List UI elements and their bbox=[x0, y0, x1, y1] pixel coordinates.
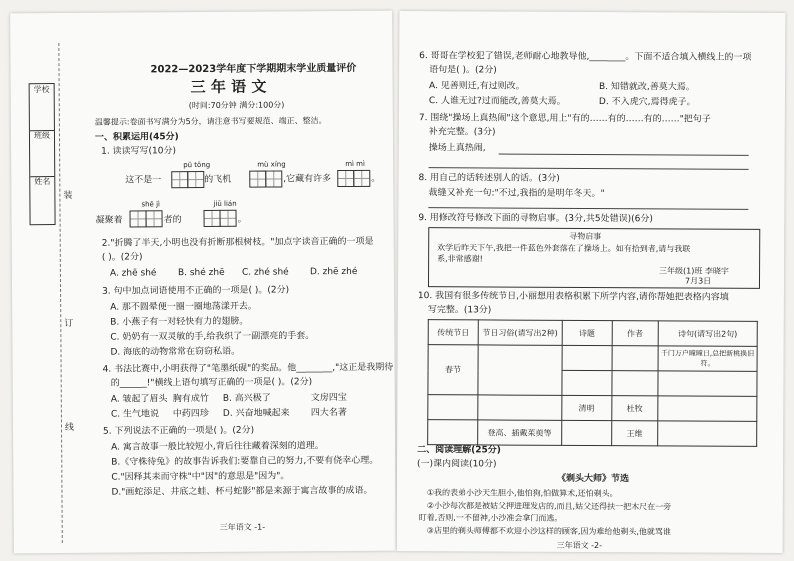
q7-answer-line2[interactable] bbox=[429, 167, 749, 170]
char-box[interactable] bbox=[145, 210, 162, 227]
cell-qingming: 清明 bbox=[561, 395, 611, 420]
q4: 4. 书法比赛中,小明获得了"笔墨纸砚"的奖品。他________,"这正是我期待 bbox=[102, 362, 394, 375]
q2-opt-d[interactable]: D. zhē zhé bbox=[309, 266, 358, 278]
char-box[interactable] bbox=[337, 170, 354, 187]
q1-line2-c: 。 bbox=[237, 214, 247, 225]
reading-passage-title: 《剃头大师》节选 bbox=[556, 473, 630, 485]
th-festival: 传统节日 bbox=[428, 320, 478, 345]
th-lines: 诗句(请写出2句) bbox=[658, 321, 757, 347]
time-score: (时间:70分钟 满分:100分) bbox=[188, 100, 285, 111]
cell-r2-author[interactable] bbox=[612, 371, 658, 396]
char-box[interactable] bbox=[353, 170, 370, 187]
section-1-title: 一、积累运用(45分) bbox=[94, 132, 179, 143]
q10-score: 写完整。(13分) bbox=[427, 305, 492, 316]
cell-poem1-lines: 千门万户曈曈日,总把新桃换旧符。 bbox=[658, 346, 757, 372]
cell-dumu: 杜牧 bbox=[611, 396, 657, 421]
pinyin-5: jiū lián bbox=[213, 199, 237, 208]
char-box[interactable] bbox=[203, 210, 220, 227]
pinyin-2: mù xíng bbox=[257, 160, 286, 169]
q4-opt-a2: 胸有成竹 bbox=[172, 393, 209, 405]
cell-r2-poem[interactable] bbox=[561, 370, 611, 395]
q10: 10. 我国有很多传统节日,小丽想用表格积累下所学内容,请你帮她把表格内容填 bbox=[417, 291, 729, 303]
school-field[interactable]: 学校 bbox=[30, 84, 54, 131]
q4-opt-b2: 文房四宝 bbox=[310, 392, 347, 404]
pinyin-3: mì mì bbox=[345, 159, 365, 169]
binding-line bbox=[58, 43, 62, 543]
q9: 9. 用修改符号修改下面的寻物启事。(3分,共5处错误)(6分) bbox=[418, 213, 653, 225]
q5-opt-c[interactable]: C."因释其耒而守株"中"因"的意思是"因为"。 bbox=[111, 471, 290, 483]
q3-opt-b[interactable]: B. 小燕子有一对轻快有力的翅膀。 bbox=[110, 316, 249, 328]
section-2-title: 二、阅读理解(25分) bbox=[417, 445, 501, 456]
notice-date: 7月3日 bbox=[684, 276, 712, 286]
cell-r3-custom[interactable] bbox=[478, 395, 562, 420]
student-info-box bbox=[29, 83, 56, 225]
char-box[interactable] bbox=[249, 171, 266, 188]
q1-line1-a: 这不是一 bbox=[125, 175, 162, 186]
festival-table bbox=[427, 319, 758, 447]
cell-r4-poem[interactable] bbox=[561, 420, 611, 445]
notice-title: 寻物启事 bbox=[569, 231, 602, 242]
q5-opt-b[interactable]: B.《守株待兔》的故事告诉我们:要靠自己的努力,不要有侥幸心理。 bbox=[111, 455, 379, 468]
th-poem: 诗题 bbox=[562, 320, 612, 345]
reading-1-title: (一)课内阅读(10分) bbox=[417, 459, 497, 470]
cell-poem1-author[interactable] bbox=[612, 346, 658, 371]
class-field[interactable]: 班级 bbox=[30, 130, 54, 177]
name-field[interactable]: 姓名 bbox=[34, 177, 51, 187]
q6-opt-d[interactable]: D. 不入虎穴,焉得虎子。 bbox=[598, 97, 696, 108]
q8-answer-line[interactable] bbox=[428, 207, 748, 210]
q2-score: ( )。(2分) bbox=[101, 252, 143, 263]
q5: 5. 下列说法不正确的一项是( )。(2分) bbox=[103, 425, 255, 437]
q7-answer-line[interactable] bbox=[499, 154, 749, 156]
q3-opt-a[interactable]: A. 那不圆晕便一圈一圈地荡漾开去。 bbox=[110, 301, 257, 313]
q1-line1-c: ,它藏有许多 bbox=[283, 174, 332, 185]
notice-body-2: 系,非常感谢! bbox=[437, 254, 483, 264]
cell-spring-custom[interactable] bbox=[478, 345, 562, 395]
bind-char-1: 装 bbox=[63, 190, 73, 201]
notice-body-1: 欢学后昨天下午,我把一件蓝色外套落在了操场上。如有拾到者,请与我联 bbox=[437, 243, 691, 254]
page-2 bbox=[397, 11, 786, 553]
cell-r2-lines[interactable] bbox=[658, 371, 757, 397]
cell-r3-festival[interactable] bbox=[428, 395, 478, 420]
notice-sign: 三年级(1)班 李晓宇 bbox=[659, 266, 729, 276]
q4-opt-d[interactable]: D. 兴奋地喊起来 bbox=[222, 408, 290, 419]
q5-opt-d[interactable]: D."画蛇添足、井底之蛙、杯弓蛇影"都是来源于寓言故事的成语。 bbox=[111, 485, 373, 498]
q2: 2."折腾了半天,小明也没有折断那根树枝。"加点字读音正确的一项是 bbox=[101, 236, 374, 249]
char-box[interactable] bbox=[129, 210, 146, 227]
q4-opt-c2: 中药四珍 bbox=[172, 408, 209, 420]
page-footer-2: 三年语文 -2- bbox=[556, 540, 603, 551]
cell-r4-custom: 登高、插戴茱萸等 bbox=[478, 420, 562, 445]
subject-title: 三 年 语 文 bbox=[190, 77, 267, 97]
passage-p1: ①我的表弟小沙天生胆小,他怕狗,怕做算术,还怕剃头。 bbox=[426, 488, 618, 499]
pinyin-1: pū tōng bbox=[183, 160, 211, 170]
char-box[interactable] bbox=[265, 170, 282, 187]
pinyin-4: shē jì bbox=[141, 200, 161, 209]
exam-title: 2022—2023学年度下学期期末学业质量评价 bbox=[150, 62, 357, 76]
page-1 bbox=[10, 11, 396, 554]
q3-opt-c[interactable]: C. 奶奶有一双灵敏的手,给我织了一副漂亮的手套。 bbox=[110, 331, 315, 343]
lost-notice-box bbox=[428, 227, 760, 289]
q3-opt-d[interactable]: D. 海底的动物常常在窃窃私语。 bbox=[110, 346, 241, 358]
cell-r4-festival[interactable] bbox=[428, 420, 478, 445]
q6-opt-a[interactable]: A. 见善则迁,有过则改。 bbox=[428, 81, 525, 92]
q7-prompt: 操场上真热闹, bbox=[428, 143, 486, 154]
q5-opt-a[interactable]: A. 寓言故事一般比较短小,背后往往藏着深刻的道理。 bbox=[111, 441, 324, 453]
q1: 1. 读读写写(10分) bbox=[101, 146, 177, 157]
q7: 7. 围绕"操场上真热闹"这个意思,用上"有的……有的……有的……"把句子 bbox=[418, 113, 711, 125]
cell-wangwei: 王维 bbox=[611, 421, 657, 446]
q1-line1-b: 的飞机 bbox=[204, 174, 232, 185]
char-box[interactable] bbox=[171, 171, 188, 188]
q8: 8. 用自己的话转述别人的话。(3分) bbox=[418, 173, 560, 184]
char-box[interactable] bbox=[187, 171, 204, 188]
cell-r4-lines[interactable] bbox=[657, 421, 756, 447]
q2-opt-a[interactable]: A. zhē shé bbox=[109, 268, 157, 279]
q4-line2: 的______!"横线上语句填写正确的一项是( )。(2分) bbox=[110, 377, 313, 389]
q6-opt-c[interactable]: C. 人谁无过?过而能改,善莫大焉。 bbox=[428, 96, 566, 107]
q4-opt-d2: 四大名著 bbox=[310, 407, 347, 419]
q4-opt-a[interactable]: A. 皱起了眉头 bbox=[110, 394, 168, 405]
q7-score: 补充完整。(3分) bbox=[428, 127, 496, 138]
th-author: 作者 bbox=[612, 321, 658, 346]
q2-opt-b[interactable]: B. shé zhē bbox=[177, 267, 225, 279]
q8-text: 裁缝又补充一句:"不过,我指的是明年冬天。" bbox=[428, 188, 605, 200]
bind-char-2: 订 bbox=[64, 318, 74, 329]
q3: 3. 句中加点词语使用不正确的一项是( )。(2分) bbox=[102, 285, 290, 297]
q2-opt-c[interactable]: C. zhé shé bbox=[241, 267, 289, 278]
cell-poem1-title[interactable] bbox=[562, 345, 612, 370]
q4-opt-c[interactable]: C. 生气地说 bbox=[110, 409, 159, 420]
bind-char-3: 线 bbox=[64, 422, 75, 433]
q6-score: 语句是( )。(2分) bbox=[429, 65, 497, 76]
passage-p2: ②小沙每次都是被姑父押进理发店的,而且,姑父还得扶一把木尺在一旁 bbox=[426, 501, 672, 512]
q4-opt-b[interactable]: B. 高兴极了 bbox=[222, 393, 271, 404]
char-box[interactable] bbox=[219, 210, 236, 227]
passage-p3: ③店里的剃头师傅都不欢迎小沙这样的顾客,因为难给他剃头,他就骂谁 bbox=[426, 526, 671, 537]
q1-line2-a: 凝聚着 bbox=[95, 215, 123, 226]
q1-line1-d: 。 bbox=[371, 173, 381, 184]
q6-opt-b[interactable]: B. 知错就改,善莫大焉。 bbox=[598, 82, 695, 93]
th-custom: 节日习俗(请写出2种) bbox=[478, 320, 562, 345]
cell-r3-lines[interactable] bbox=[658, 396, 757, 422]
q6: 6. 哥哥在学校犯了错误,老师耐心地教导他,________。下面不适合填入横线上的一项 bbox=[419, 51, 752, 63]
tip: 温馨提示:卷面书写满分为5分，请注意书写要规范、端正、整洁。 bbox=[94, 116, 327, 127]
cell-spring-festival: 春节 bbox=[428, 345, 478, 395]
q1-line2-b: 者的 bbox=[163, 215, 182, 226]
page-footer-1: 三年语文 -1- bbox=[219, 522, 266, 532]
passage-p2b: 盯着,否则,一不留神,小沙准会拿门而逃。 bbox=[418, 513, 563, 523]
